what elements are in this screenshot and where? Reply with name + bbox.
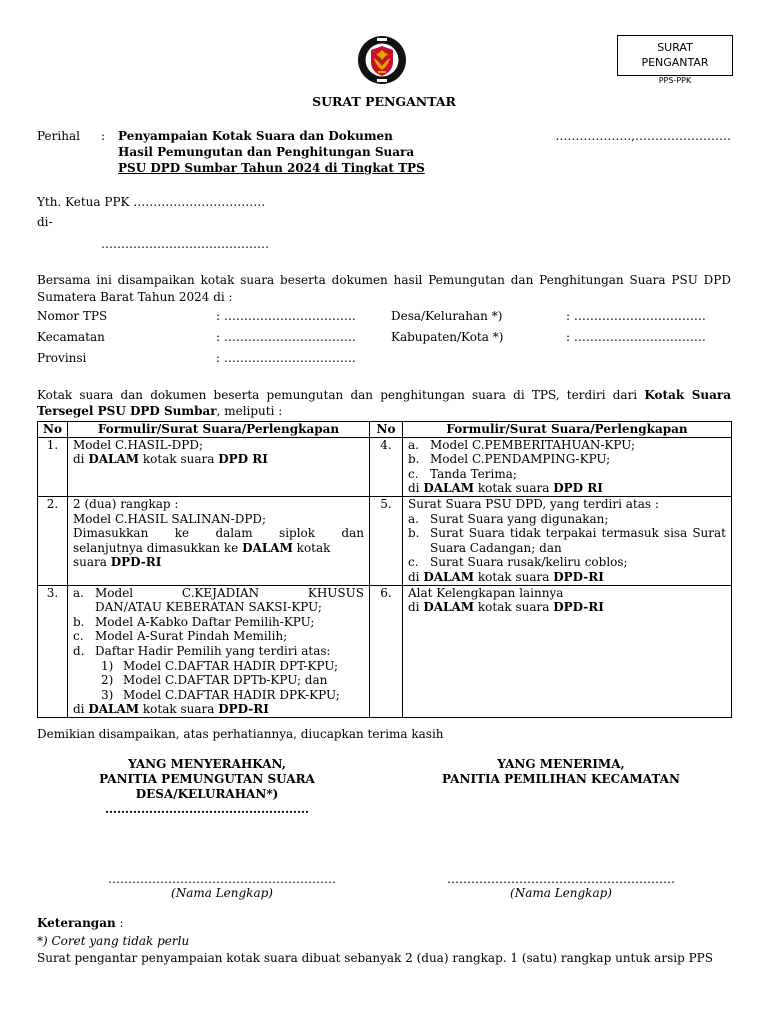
table-header-no-left: No (38, 422, 68, 438)
item-line (408, 512, 726, 527)
item-marker: c. (408, 466, 419, 481)
signature-left-line-4: …………………………………………… (105, 802, 309, 816)
item-marker: c. (408, 555, 419, 570)
item-line (73, 644, 364, 659)
table-row (38, 585, 732, 717)
signature-left-line-1: YANG MENYERAHKAN, (128, 757, 286, 771)
item-marker: a. (408, 511, 419, 526)
item-marker: a. (408, 437, 419, 452)
item-line (73, 673, 364, 688)
table-header-row (38, 422, 732, 438)
item-destination (408, 570, 726, 585)
table-cell-no: 4. (370, 437, 403, 496)
dest-mid: kotak suara (474, 600, 554, 615)
dest-dalam: DALAM (423, 481, 475, 496)
field-provinsi-label: Provinsi (37, 351, 87, 365)
item-destination (408, 481, 726, 496)
signature-left-line-2: PANITIA PEMUNGUTAN SUARA (99, 772, 315, 786)
item-line (73, 586, 364, 601)
item-line: Alat Kelengkapan lainnya (408, 585, 564, 600)
signature-right-name: (Nama Lengkap) (510, 886, 612, 900)
dest-mid: kotak suara (139, 702, 219, 717)
field-nomor-tps-value: : …………………………… (216, 309, 356, 323)
signature-right-line-2: PANITIA PEMILIHAN KECAMATAN (442, 772, 680, 786)
item-line (73, 688, 364, 703)
dest-mid: suara (73, 555, 111, 570)
dest-target: DPD-RI (553, 569, 604, 584)
contents-text: Kotak suara dan dokumen beserta pemungutan dan penghitungan suara di TPS, terdiri dari (37, 388, 645, 402)
dest-di: di (408, 600, 424, 615)
item-line: 2 (dua) rangkap : (73, 496, 179, 511)
table-cell-item (68, 496, 370, 585)
dest-di: di (73, 452, 89, 467)
keterangan-colon: : (115, 916, 124, 930)
field-kabupaten-value: : …………………………… (566, 330, 706, 344)
kpu-logo (356, 32, 408, 90)
keterangan-label: Keterangan (37, 916, 116, 930)
item-text: Model A-Surat Pindah Memilih; (95, 629, 288, 644)
table-header-no-right: No (370, 422, 403, 438)
item-line (408, 467, 726, 482)
item-marker: b. (73, 614, 85, 629)
item-text: Model C.DAFTAR HADIR DPT-KPU; (123, 658, 339, 673)
recipient-line-1: Yth. Ketua PPK …………………………… (37, 195, 266, 209)
item-destination (73, 452, 364, 467)
table-cell-item (403, 585, 732, 717)
field-kabupaten-label: Kabupaten/Kota *) (391, 330, 504, 344)
perihal-line-2: Hasil Pemungutan dan Penghitungan Suara (118, 145, 415, 159)
item-marker: b. (408, 452, 420, 467)
table-cell-no: 6. (370, 585, 403, 717)
item-line: Model C.HASIL SALINAN-DPD; (73, 511, 267, 526)
item-text: Daftar Hadir Pemilih yang terdiri atas: (95, 643, 331, 658)
item-word: KHUSUS (307, 585, 364, 600)
item-word: C.KEJADIAN (181, 585, 260, 600)
item-text: Model C.DAFTAR DPTb-KPU; dan (123, 673, 328, 688)
perihal-label: Perihal (37, 129, 80, 143)
perihal-line-3: PSU DPD Sumbar Tahun 2024 di Tingkat TPS (118, 161, 425, 175)
item-line (73, 541, 364, 556)
item-text: Model C.PENDAMPING-KPU; (430, 452, 611, 467)
table-row (38, 437, 732, 496)
item-line (408, 526, 726, 555)
item-marker: b. (408, 526, 420, 541)
recipient-line-3: …………………………………… (101, 237, 269, 251)
contents-tail: , meliputi : (216, 404, 283, 418)
item-line (408, 452, 726, 467)
dest-target: DPD-RI (553, 600, 604, 615)
dest-mid: kotak suara (139, 452, 219, 467)
item-text-justified (95, 586, 364, 601)
field-nomor-tps-label: Nomor TPS (37, 309, 108, 323)
doc-box-line1: SURAT (657, 41, 693, 54)
table-cell-item (68, 437, 370, 496)
item-text: Model A-Kabko Daftar Pemilih-KPU; (95, 614, 315, 629)
item-marker: 1) (101, 658, 114, 673)
item-text: selanjutnya dimasukkan ke (73, 540, 243, 555)
keterangan-heading (37, 915, 124, 931)
field-desa-value: : …………………………… (566, 309, 706, 323)
item-line: Model C.HASIL-DPD; (73, 437, 203, 452)
intro-paragraph: Bersama ini disampaikan kotak suara beserta dokumen hasil Pemungutan dan Penghitungan Suara PSU DPD Sumatera Barat Tahun 2024 di : (37, 273, 731, 304)
item-word: Dimasukkan (73, 526, 149, 541)
signature-left-block (37, 757, 377, 817)
signature-left-line-3: DESA/KELURAHAN*) (135, 787, 279, 801)
page-title: SURAT PENGANTAR (312, 94, 456, 109)
table-header-item-left: Formulir/Surat Suara/Perlengkapan (68, 422, 370, 438)
dest-dalam: DALAM (88, 702, 140, 717)
item-line: DAN/ATAU KEBERATAN SAKSI-KPU; (95, 600, 322, 615)
table-cell-no: 3. (38, 585, 68, 717)
signature-left-name: (Nama Lengkap) (171, 886, 273, 900)
field-kecamatan-value: : …………………………… (216, 330, 356, 344)
item-word: siplok (279, 526, 316, 541)
item-destination (408, 600, 726, 615)
contents-paragraph (37, 387, 731, 419)
dest-di: di (408, 569, 424, 584)
table-cell-item (403, 437, 732, 496)
item-line (73, 629, 364, 644)
keterangan-note-2: Surat pengantar penyampaian kotak suara dibuat sebanyak 2 (dua) rangkap. 1 (satu) rangkap untuk arsip PPS (37, 951, 713, 965)
dest-target: DPD-RI (218, 702, 269, 717)
dest-di: di (408, 481, 424, 496)
item-text: Model C.PEMBERITAHUAN-KPU; (430, 437, 635, 452)
item-line (408, 555, 726, 570)
dest-mid: kotak suara (474, 481, 554, 496)
dest-di: di (73, 702, 89, 717)
doc-box-line2: PENGANTAR (641, 56, 709, 69)
perihal-colon: : (101, 129, 106, 143)
item-line-justified (73, 526, 364, 541)
field-kecamatan-label: Kecamatan (37, 330, 105, 344)
signature-right-line-1: YANG MENERIMA, (497, 757, 625, 771)
item-marker: c. (73, 629, 84, 644)
signature-right-name-line: ………………………………………………… (447, 872, 675, 886)
item-text: kotak (292, 540, 331, 555)
table-cell-no: 1. (38, 437, 68, 496)
item-destination (73, 555, 364, 570)
recipient-line-2: di- (37, 215, 53, 229)
field-desa-label: Desa/Kelurahan *) (391, 309, 503, 323)
item-text: Surat Suara tidak terpakai termasuk sisa Surat Suara Cadangan; dan (430, 526, 726, 555)
keterangan-note-1: *) Coret yang tidak perlu (37, 934, 190, 948)
doc-box-code: PPS-PPK (658, 76, 692, 85)
table-cell-item (403, 496, 732, 585)
place-date: ……………….,…………………… (555, 129, 731, 143)
signature-left-name-line: ………………………………………………… (108, 872, 336, 886)
item-line (73, 615, 364, 630)
item-line: Surat Suara PSU DPD, yang terdiri atas : (408, 496, 659, 511)
dest-target: DPD RI (553, 481, 603, 496)
closing-text: Demikian disampaikan, atas perhatiannya, diucapkan terima kasih (37, 727, 444, 741)
field-provinsi-value: : …………………………… (216, 351, 356, 365)
item-word: dalam (215, 526, 253, 541)
dest-target: DPD RI (218, 452, 268, 467)
item-text: Surat Suara rusak/keliru coblos; (430, 555, 628, 570)
table-header-item-right: Formulir/Surat Suara/Perlengkapan (403, 422, 732, 438)
signature-right-block (391, 757, 731, 787)
document-type-box (617, 35, 733, 76)
item-text: Model C.DAFTAR HADIR DPK-KPU; (123, 687, 340, 702)
table-cell-no: 5. (370, 496, 403, 585)
table-cell-no: 2. (38, 496, 68, 585)
item-text: Tanda Terima; (430, 466, 517, 481)
perihal-line-1: Penyampaian Kotak Suara dan Dokumen (118, 129, 393, 143)
item-word: Model (95, 585, 134, 600)
item-marker: 2) (101, 673, 114, 688)
contents-bold: Kotak Suara Tersegel PSU DPD Sumbar (37, 388, 731, 418)
item-line (73, 659, 364, 674)
dest-dalam: DALAM (88, 452, 140, 467)
table-cell-item (68, 585, 370, 717)
item-marker: 3) (101, 687, 114, 702)
item-line (408, 438, 726, 453)
item-marker: d. (73, 643, 85, 658)
dest-dalam: DALAM (423, 569, 475, 584)
item-marker: a. (73, 585, 84, 600)
dest-dalam: DALAM (423, 600, 475, 615)
item-text: Surat Suara yang digunakan; (430, 511, 609, 526)
items-table (37, 421, 732, 718)
table-row (38, 496, 732, 585)
dest-target: DPD-RI (110, 555, 162, 570)
dest-dalam: DALAM (242, 540, 293, 555)
item-destination (73, 702, 364, 717)
dest-mid: kotak suara (474, 569, 554, 584)
item-word: ke (174, 526, 190, 541)
item-word: dan (341, 526, 364, 541)
